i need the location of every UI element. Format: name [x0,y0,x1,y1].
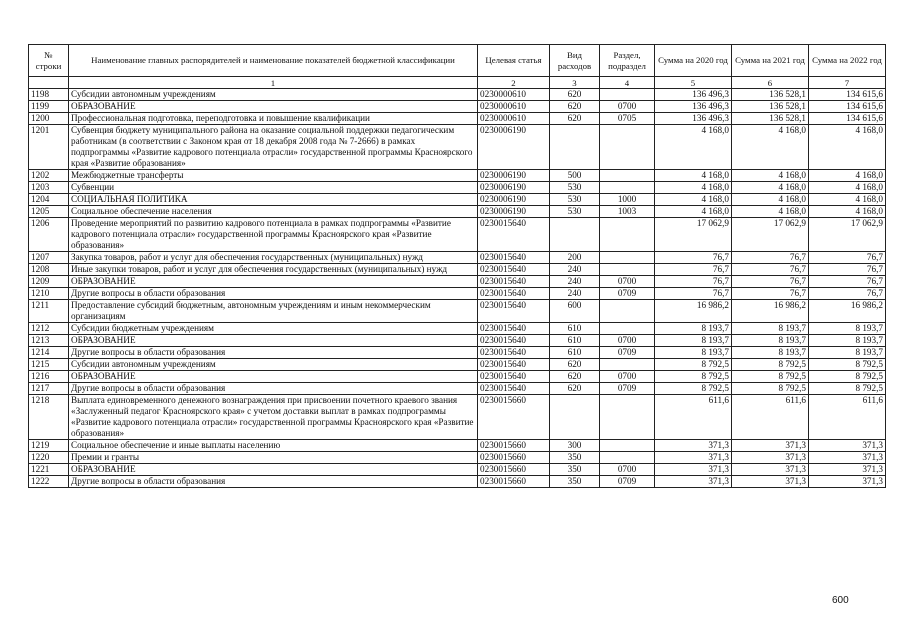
sum-2022: 8 193,7 [809,323,886,335]
target-article: 0230015640 [478,383,550,395]
table-row [29,101,886,113]
sum-2021: 371,3 [732,464,809,476]
row-number: 1207 [29,252,69,264]
sum-2022: 4 168,0 [809,170,886,182]
target-article: 0230015640 [478,347,550,359]
table-row [29,440,886,452]
section-code [600,395,655,440]
table-row [29,300,886,323]
sum-2021: 8 193,7 [732,347,809,359]
row-number: 1211 [29,300,69,323]
column-number: 6 [732,77,809,89]
sum-2020: 4 168,0 [655,182,732,194]
row-name: ОБРАЗОВАНИЕ [69,371,478,383]
sum-2020: 16 986,2 [655,300,732,323]
row-number: 1198 [29,89,69,101]
row-name: Проведение мероприятий по развитию кадрового потенциала в рамках подпрограммы «Развитие кадрового потенциала отрасли» государственной программы Красноярского края «Развитие образования» [69,218,478,252]
row-number: 1222 [29,476,69,488]
section-code [600,252,655,264]
sum-2022: 4 168,0 [809,206,886,218]
sum-2022: 8 193,7 [809,347,886,359]
sum-2020: 8 792,5 [655,371,732,383]
sum-2020: 8 193,7 [655,323,732,335]
sum-2021: 76,7 [732,252,809,264]
expense-type: 600 [550,300,600,323]
section-code: 0709 [600,476,655,488]
sum-2020: 8 792,5 [655,383,732,395]
expense-type: 530 [550,206,600,218]
section-code: 0709 [600,383,655,395]
sum-2021: 76,7 [732,264,809,276]
target-article: 0230000610 [478,113,550,125]
section-code: 0700 [600,335,655,347]
target-article: 0230006190 [478,170,550,182]
table-row [29,89,886,101]
row-number: 1200 [29,113,69,125]
target-article: 0230015640 [478,335,550,347]
sum-2020: 76,7 [655,288,732,300]
expense-type: 620 [550,359,600,371]
sum-2022: 76,7 [809,276,886,288]
target-article: 0230015640 [478,323,550,335]
expense-type: 530 [550,194,600,206]
target-article: 0230015660 [478,464,550,476]
expense-type: 350 [550,476,600,488]
target-article: 0230015640 [478,276,550,288]
table-body [29,89,886,488]
row-number: 1205 [29,206,69,218]
sum-2020: 136 496,3 [655,101,732,113]
table-row [29,371,886,383]
sum-2022: 16 986,2 [809,300,886,323]
table-row [29,395,886,440]
sum-2020: 136 496,3 [655,89,732,101]
sum-2020: 8 193,7 [655,335,732,347]
section-code: 0700 [600,371,655,383]
sum-2021: 8 792,5 [732,383,809,395]
table-row [29,335,886,347]
row-name: Предоставление субсидий бюджетным, автономным учреждениям и иным некоммерческим организациям [69,300,478,323]
table-row [29,323,886,335]
row-name: Другие вопросы в области образования [69,383,478,395]
row-number: 1218 [29,395,69,440]
row-number: 1203 [29,182,69,194]
sum-2022: 371,3 [809,452,886,464]
target-article: 0230015640 [478,252,550,264]
table-row [29,383,886,395]
target-article: 0230015640 [478,371,550,383]
row-name: Закупка товаров, работ и услуг для обеспечения государственных (муниципальных) нужд [69,252,478,264]
row-number: 1201 [29,125,69,170]
table-row [29,182,886,194]
target-article: 0230015660 [478,476,550,488]
table-row [29,264,886,276]
section-code [600,125,655,170]
sum-2021: 8 193,7 [732,323,809,335]
sum-2021: 8 792,5 [732,359,809,371]
section-code: 0700 [600,276,655,288]
sum-2020: 611,6 [655,395,732,440]
column-number: 5 [655,77,732,89]
row-name: Иные закупки товаров, работ и услуг для обеспечения государственных (муниципальных) нужд [69,264,478,276]
row-number: 1217 [29,383,69,395]
row-number: 1220 [29,452,69,464]
row-name: Социальное обеспечение населения [69,206,478,218]
sum-2022: 611,6 [809,395,886,440]
budget-table [28,44,886,488]
section-code [600,182,655,194]
expense-type: 620 [550,101,600,113]
sum-2021: 4 168,0 [732,206,809,218]
row-number: 1210 [29,288,69,300]
row-number: 1202 [29,170,69,182]
row-number: 1214 [29,347,69,359]
sum-2021: 16 986,2 [732,300,809,323]
row-number: 1219 [29,440,69,452]
row-number: 1215 [29,359,69,371]
sum-2021: 4 168,0 [732,194,809,206]
sum-2022: 8 792,5 [809,371,886,383]
table-row [29,452,886,464]
header-row-number: № строки [29,45,69,77]
target-article: 0230000610 [478,89,550,101]
sum-2022: 134 615,6 [809,101,886,113]
row-number: 1208 [29,264,69,276]
expense-type: 530 [550,182,600,194]
table-row [29,359,886,371]
sum-2020: 76,7 [655,252,732,264]
table-row [29,206,886,218]
column-number: 1 [69,77,478,89]
expense-type [550,125,600,170]
header-target-article: Целевая статья [478,45,550,77]
sum-2022: 17 062,9 [809,218,886,252]
sum-2022: 8 792,5 [809,383,886,395]
expense-type: 610 [550,347,600,359]
row-name: Субсидии автономным учреждениям [69,359,478,371]
section-code: 0705 [600,113,655,125]
target-article: 0230015640 [478,218,550,252]
sum-2021: 76,7 [732,276,809,288]
expense-type [550,395,600,440]
sum-2021: 136 528,1 [732,89,809,101]
sum-2021: 8 193,7 [732,335,809,347]
table-row [29,252,886,264]
sum-2022: 76,7 [809,264,886,276]
column-number: 3 [550,77,600,89]
table-row [29,218,886,252]
sum-2021: 4 168,0 [732,170,809,182]
row-name: Премии и гранты [69,452,478,464]
table-row [29,125,886,170]
table-row [29,113,886,125]
sum-2022: 371,3 [809,440,886,452]
sum-2020: 371,3 [655,440,732,452]
expense-type: 620 [550,113,600,125]
target-article: 0230000610 [478,101,550,113]
sum-2021: 371,3 [732,452,809,464]
row-name: Межбюджетные трансферты [69,170,478,182]
target-article: 0230015640 [478,300,550,323]
sum-2020: 76,7 [655,276,732,288]
sum-2022: 8 792,5 [809,359,886,371]
row-name: Субвенция бюджету муниципального района на оказание социальной поддержки педагогическим работникам (в соответствии с Законом края от 18 декабря 2008 года № 7-2666) в рамках подпрограммы «Развитие кадрового потенциала отрасли» государственной программы Красноярского края «Развитие образования» [69,125,478,170]
sum-2020: 371,3 [655,476,732,488]
expense-type: 240 [550,264,600,276]
sum-2021: 136 528,1 [732,101,809,113]
section-code [600,89,655,101]
table-row [29,347,886,359]
row-name: СОЦИАЛЬНАЯ ПОЛИТИКА [69,194,478,206]
sum-2022: 134 615,6 [809,89,886,101]
sum-2020: 4 168,0 [655,170,732,182]
row-name: ОБРАЗОВАНИЕ [69,101,478,113]
header-sum-2020: Сумма на 2020 год [655,45,732,77]
row-name: Другие вопросы в области образования [69,476,478,488]
sum-2020: 8 193,7 [655,347,732,359]
expense-type: 200 [550,252,600,264]
column-number-row [29,77,886,89]
sum-2022: 8 193,7 [809,335,886,347]
column-number: 7 [809,77,886,89]
expense-type: 300 [550,440,600,452]
page-number: 600 [832,595,849,606]
header-sum-2022: Сумма на 2022 год [809,45,886,77]
row-number: 1212 [29,323,69,335]
expense-type [550,218,600,252]
section-code [600,300,655,323]
sum-2022: 371,3 [809,464,886,476]
sum-2021: 136 528,1 [732,113,809,125]
section-code: 0709 [600,288,655,300]
target-article: 0230006190 [478,125,550,170]
row-name: Социальное обеспечение и иные выплаты населению [69,440,478,452]
expense-type: 610 [550,323,600,335]
section-code: 0700 [600,464,655,476]
section-code: 0700 [600,101,655,113]
expense-type: 620 [550,89,600,101]
sum-2021: 371,3 [732,476,809,488]
row-number: 1213 [29,335,69,347]
sum-2022: 371,3 [809,476,886,488]
sum-2022: 4 168,0 [809,182,886,194]
section-code [600,440,655,452]
row-name: Субсидии бюджетным учреждениям [69,323,478,335]
target-article: 0230015640 [478,264,550,276]
table-row [29,288,886,300]
target-article: 0230006190 [478,206,550,218]
expense-type: 620 [550,383,600,395]
expense-type: 240 [550,276,600,288]
expense-type: 350 [550,452,600,464]
sum-2022: 4 168,0 [809,125,886,170]
expense-type: 500 [550,170,600,182]
row-name: ОБРАЗОВАНИЕ [69,276,478,288]
sum-2022: 4 168,0 [809,194,886,206]
section-code [600,323,655,335]
header-name: Наименование главных распорядителей и наименование показателей бюджетной классификации [69,45,478,77]
sum-2020: 136 496,3 [655,113,732,125]
section-code: 1000 [600,194,655,206]
table-row [29,464,886,476]
sum-2021: 4 168,0 [732,125,809,170]
row-name: Выплата единовременного денежного вознаграждения при присвоении почетного краевого звания «Заслуженный педагог Красноярского края» с учетом доставки выплат в рамках подпрограммы «Развитие кадрового потенциала отрасли» государственной программы Красноярского края «Развитие образования» [69,395,478,440]
table-row [29,476,886,488]
target-article: 0230015640 [478,288,550,300]
section-code [600,170,655,182]
table-row [29,194,886,206]
expense-type: 350 [550,464,600,476]
header-section: Раздел, подраздел [600,45,655,77]
sum-2021: 76,7 [732,288,809,300]
row-name: Другие вопросы в области образования [69,288,478,300]
sum-2020: 371,3 [655,452,732,464]
sum-2021: 17 062,9 [732,218,809,252]
sum-2022: 76,7 [809,252,886,264]
sum-2022: 76,7 [809,288,886,300]
column-number: 2 [478,77,550,89]
header-expense-type: Вид расходов [550,45,600,77]
target-article: 0230015660 [478,395,550,440]
section-code: 1003 [600,206,655,218]
row-number: 1216 [29,371,69,383]
sum-2021: 8 792,5 [732,371,809,383]
target-article: 0230015640 [478,359,550,371]
row-name: Субсидии автономным учреждениям [69,89,478,101]
sum-2020: 4 168,0 [655,194,732,206]
row-name: Профессиональная подготовка, переподготовка и повышение квалификации [69,113,478,125]
sum-2020: 17 062,9 [655,218,732,252]
table-row [29,276,886,288]
row-name: Другие вопросы в области образования [69,347,478,359]
section-code [600,264,655,276]
sum-2021: 611,6 [732,395,809,440]
row-number: 1206 [29,218,69,252]
row-number: 1209 [29,276,69,288]
sum-2021: 371,3 [732,440,809,452]
section-code [600,452,655,464]
target-article: 0230006190 [478,194,550,206]
target-article: 0230015660 [478,452,550,464]
sum-2020: 76,7 [655,264,732,276]
expense-type: 620 [550,371,600,383]
row-name: Субвенции [69,182,478,194]
sum-2020: 4 168,0 [655,206,732,218]
section-code [600,359,655,371]
row-name: ОБРАЗОВАНИЕ [69,464,478,476]
expense-type: 610 [550,335,600,347]
sum-2020: 8 792,5 [655,359,732,371]
section-code [600,218,655,252]
row-number: 1221 [29,464,69,476]
expense-type: 240 [550,288,600,300]
table-row [29,170,886,182]
sum-2021: 4 168,0 [732,182,809,194]
section-code: 0709 [600,347,655,359]
table-header [29,45,886,89]
column-number: 4 [600,77,655,89]
sum-2020: 371,3 [655,464,732,476]
row-number: 1199 [29,101,69,113]
column-number [29,77,69,89]
target-article: 0230015660 [478,440,550,452]
target-article: 0230006190 [478,182,550,194]
sum-2020: 4 168,0 [655,125,732,170]
row-number: 1204 [29,194,69,206]
row-name: ОБРАЗОВАНИЕ [69,335,478,347]
sum-2022: 134 615,6 [809,113,886,125]
header-sum-2021: Сумма на 2021 год [732,45,809,77]
